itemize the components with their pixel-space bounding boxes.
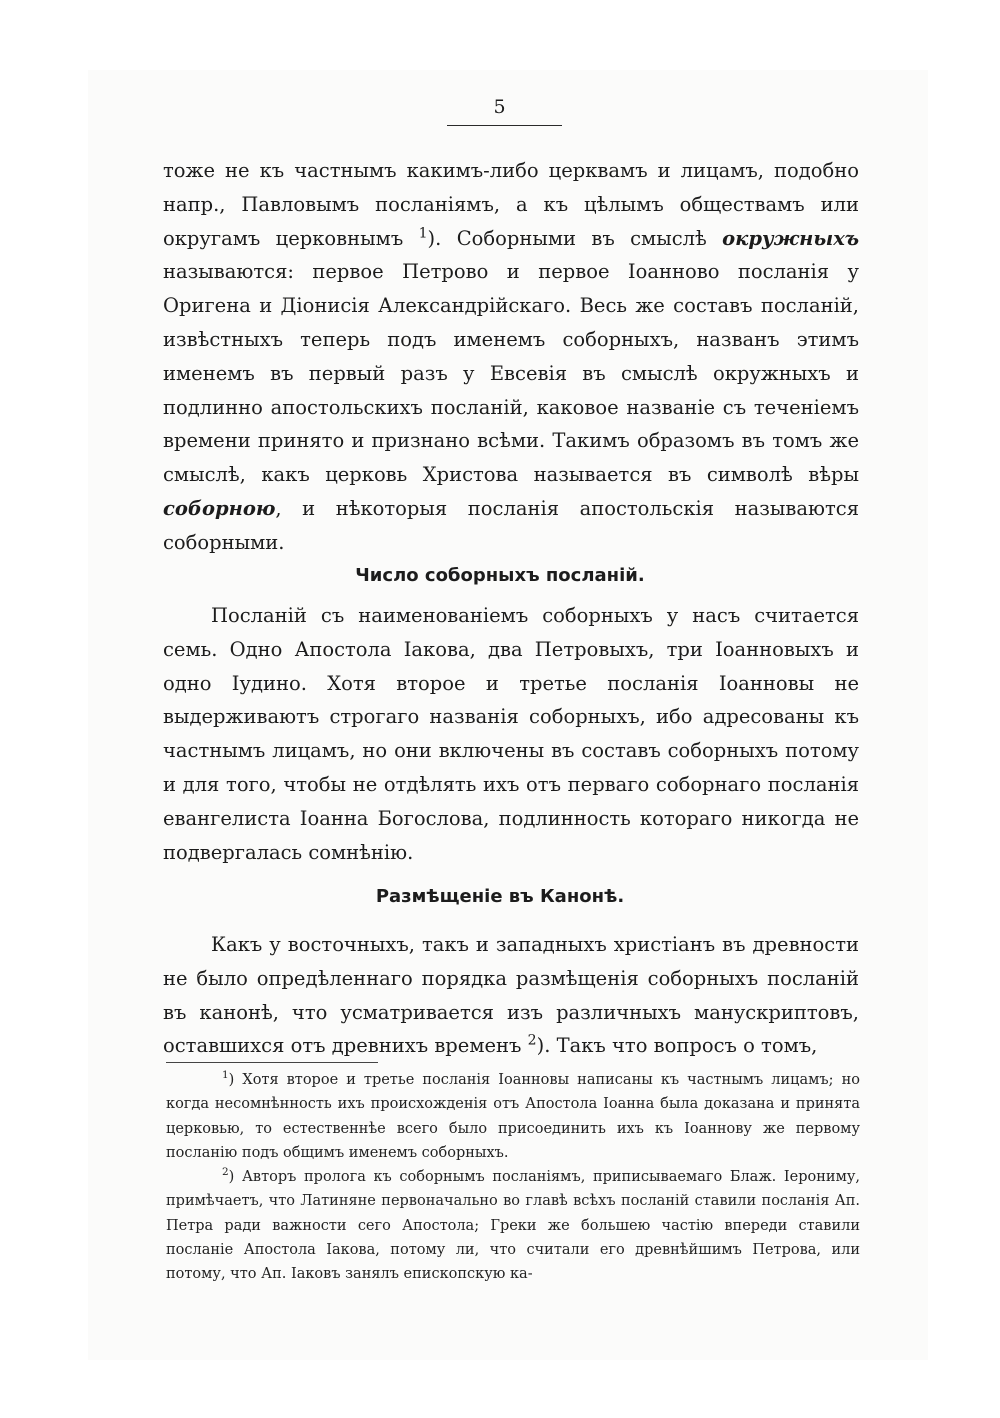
footnote-1 — [166, 1068, 860, 1165]
footnote-ref-1: 1 — [418, 225, 428, 242]
footnote-ref-2: 2 — [527, 1032, 537, 1049]
paragraph-number: Посланій съ наименованіемъ соборныхъ у насъ считается семь. Одно Апостола Іакова, два Петровыхъ, три Іоанновыхъ и одно Іудино. Хотя второе и третье посланія Іоанновы не выдерживаютъ строгаго названія соборныхъ, ибо адресованы къ частнымъ лицамъ, но они включены въ составъ соборныхъ потому и для того, чтобы не отдѣлять ихъ отъ перваго соборнаго посланія евангелиста Іоанна Богослова, подлинность котораго никогда не подвергалась сомнѣнію. — [163, 604, 859, 864]
paragraph-intro-text-d: , и нѣкоторыя посланія апостольскія называются соборными. — [163, 496, 859, 554]
paragraph-intro — [163, 154, 859, 560]
footnote-2 — [166, 1165, 860, 1286]
paragraph-canon — [163, 928, 859, 1063]
emphasis-sobornoyu: соборною — [163, 496, 276, 520]
footnote-2-text: ) Авторъ пролога къ соборнымъ посланіямъ, приписываемаго Блаж. Іерониму, примѣчаетъ, что Латиняне первоначально во главѣ всѣхъ посланій ставили посланія Ап. Петра ради важности сего Апостола; Греки же большею частію впереди ставили посланіе Апостола Іакова, потому ли, что считали его древнѣйшимъ Петрова, или потому, что Ап. Іаковъ занялъ епископскую ка- — [166, 1169, 860, 1283]
page-number: 5 — [493, 96, 507, 118]
emphasis-okruzhnykh: окружныхъ — [722, 226, 859, 250]
paragraph-canon-text-a: Какъ у восточныхъ, такъ и западныхъ христіанъ въ древности не было опредѣленнаго порядка размѣщенія соборныхъ посланій въ канонѣ, что усматривается изъ различныхъ манускриптовъ, оставшихся отъ древнихъ временъ — [163, 933, 859, 1058]
footnote-rule — [166, 1062, 378, 1063]
paragraph-intro-text-c: называются: первое Петрово и первое Іоанново посланія у Оригена и Діонисія Александрійскаго. Весь же составъ посланій, извѣстныхъ теперь подъ именемъ соборныхъ, названъ этимъ именемъ въ первый разъ у Евсевія въ смыслѣ окружныхъ и подлинно апостольскихъ посланій, каковое названіе съ теченіемъ времени принято и признано всѣми. Такимъ образомъ въ томъ же смыслѣ, какъ церковь Христова называется въ символѣ вѣры — [163, 260, 859, 487]
footnote-1-text: ) Хотя второе и третье посланія Іоанновы написаны къ частнымъ лицамъ; но когда несомнѣнность ихъ происхожденія отъ Апостола Іоанна была доказана и принята церковью, то естественнѣе всего было присоединить ихъ къ Іоаннову же первому посланію подъ общимъ именемъ соборныхъ. — [166, 1072, 860, 1161]
footnote-2-mark: 2 — [222, 1166, 229, 1179]
paragraph-intro-text-b: ). Соборными въ смыслѣ — [427, 226, 723, 250]
footnote-1-mark: 1 — [222, 1069, 229, 1082]
paragraph-canon-text-b: ). Такъ что вопросъ о томъ, — [536, 1034, 818, 1058]
header-rule — [447, 125, 562, 126]
section-heading-canon: Размѣщеніе въ Канонѣ. — [375, 886, 625, 907]
section-heading-number: Число соборныхъ посланій. — [355, 565, 645, 586]
paragraph-intro-text-a: тоже не къ частнымъ какимъ-либо церквамъ и лицамъ, подобно напр., Павловымъ посланіямъ, а къ цѣлымъ обществамъ или округамъ церковнымъ — [163, 159, 859, 250]
